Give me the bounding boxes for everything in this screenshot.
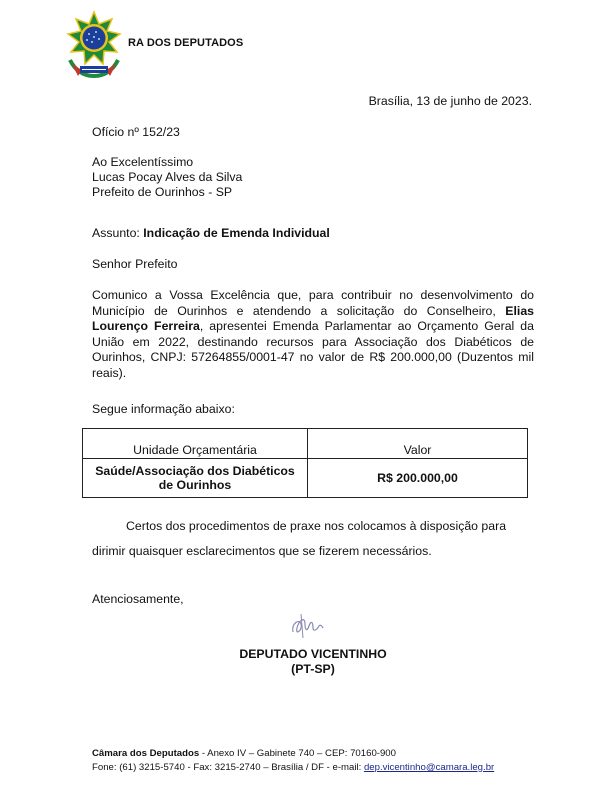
table-cell-value: R$ 200.000,00	[308, 459, 528, 498]
subject-text: Indicação de Emenda Individual	[143, 226, 330, 240]
table-header-value: Valor	[308, 429, 528, 459]
table-header-unit: Unidade Orçamentária	[83, 429, 308, 459]
recipient-title: Prefeito de Ourinhos - SP	[92, 185, 233, 199]
footer-address: - Anexo IV – Gabinete 740 – CEP: 70160-900	[199, 748, 396, 759]
salutation: Senhor Prefeito	[92, 257, 178, 271]
main-paragraph	[92, 288, 534, 381]
footer-email-link[interactable]: dep.vicentinho@camara.leg.br	[363, 762, 495, 773]
signer-name: DEPUTADO VICENTINHO	[239, 647, 387, 661]
table-row	[83, 459, 528, 498]
footer-address-line	[92, 747, 494, 761]
info-line: Segue informação abaixo:	[92, 402, 235, 416]
paragraph-body: , apresentei Emenda Parlamentar ao Orçamento Geral da União em 2022, destinando recursos para Associação dos Diabéticos de Ourinhos, CNPJ: 57264855/0001-47 no valor de R$ 200.000,00 (Duzentos mil reais).	[92, 319, 534, 380]
table-header-row	[83, 429, 528, 459]
table-cell-unit: Saúde/Associação dos Diabéticos de Ourinhos	[83, 459, 308, 498]
footer-contact-line	[92, 761, 494, 775]
header-institution-title: RA DOS DEPUTADOS	[128, 37, 244, 49]
recipient-greeting: Ao Excelentíssimo	[92, 155, 194, 169]
subject-line	[92, 226, 330, 241]
amendment-table	[82, 428, 528, 498]
oficio-number: Ofício nº 152/23	[92, 125, 180, 139]
councillor-name: Elias Lourenço Ferreira	[92, 303, 534, 333]
letter-date: Brasília, 13 de junho de 2023.	[368, 94, 532, 108]
brazil-coat-of-arms-icon	[58, 10, 130, 82]
signer-party: (PT-SP)	[291, 662, 335, 676]
closing-paragraph: Certos dos procedimentos de praxe nos colocamos à disposição para dirimir quaisquer esclarecimentos que se fizerem necessários.	[92, 519, 507, 558]
subject-label: Assunto:	[92, 226, 144, 240]
footer-org: Câmara dos Deputados	[92, 748, 200, 759]
footer-contact: Fone: (61) 3215-5740 - Fax: 3215-2740 – Brasília / DF - e-mail:	[92, 762, 364, 773]
signer-block	[200, 647, 426, 677]
footer	[92, 747, 494, 775]
paragraph-intro: Comunico a Vossa Excelência que, para contribuir no desenvolvimento do Município de Ourinhos e atendendo a solicitação do Conselheiro,	[92, 288, 534, 318]
recipient-block	[92, 155, 242, 200]
handwritten-signature	[287, 610, 327, 642]
sign-off: Atenciosamente,	[92, 592, 184, 606]
recipient-name: Lucas Pocay Alves da Silva	[92, 170, 243, 184]
